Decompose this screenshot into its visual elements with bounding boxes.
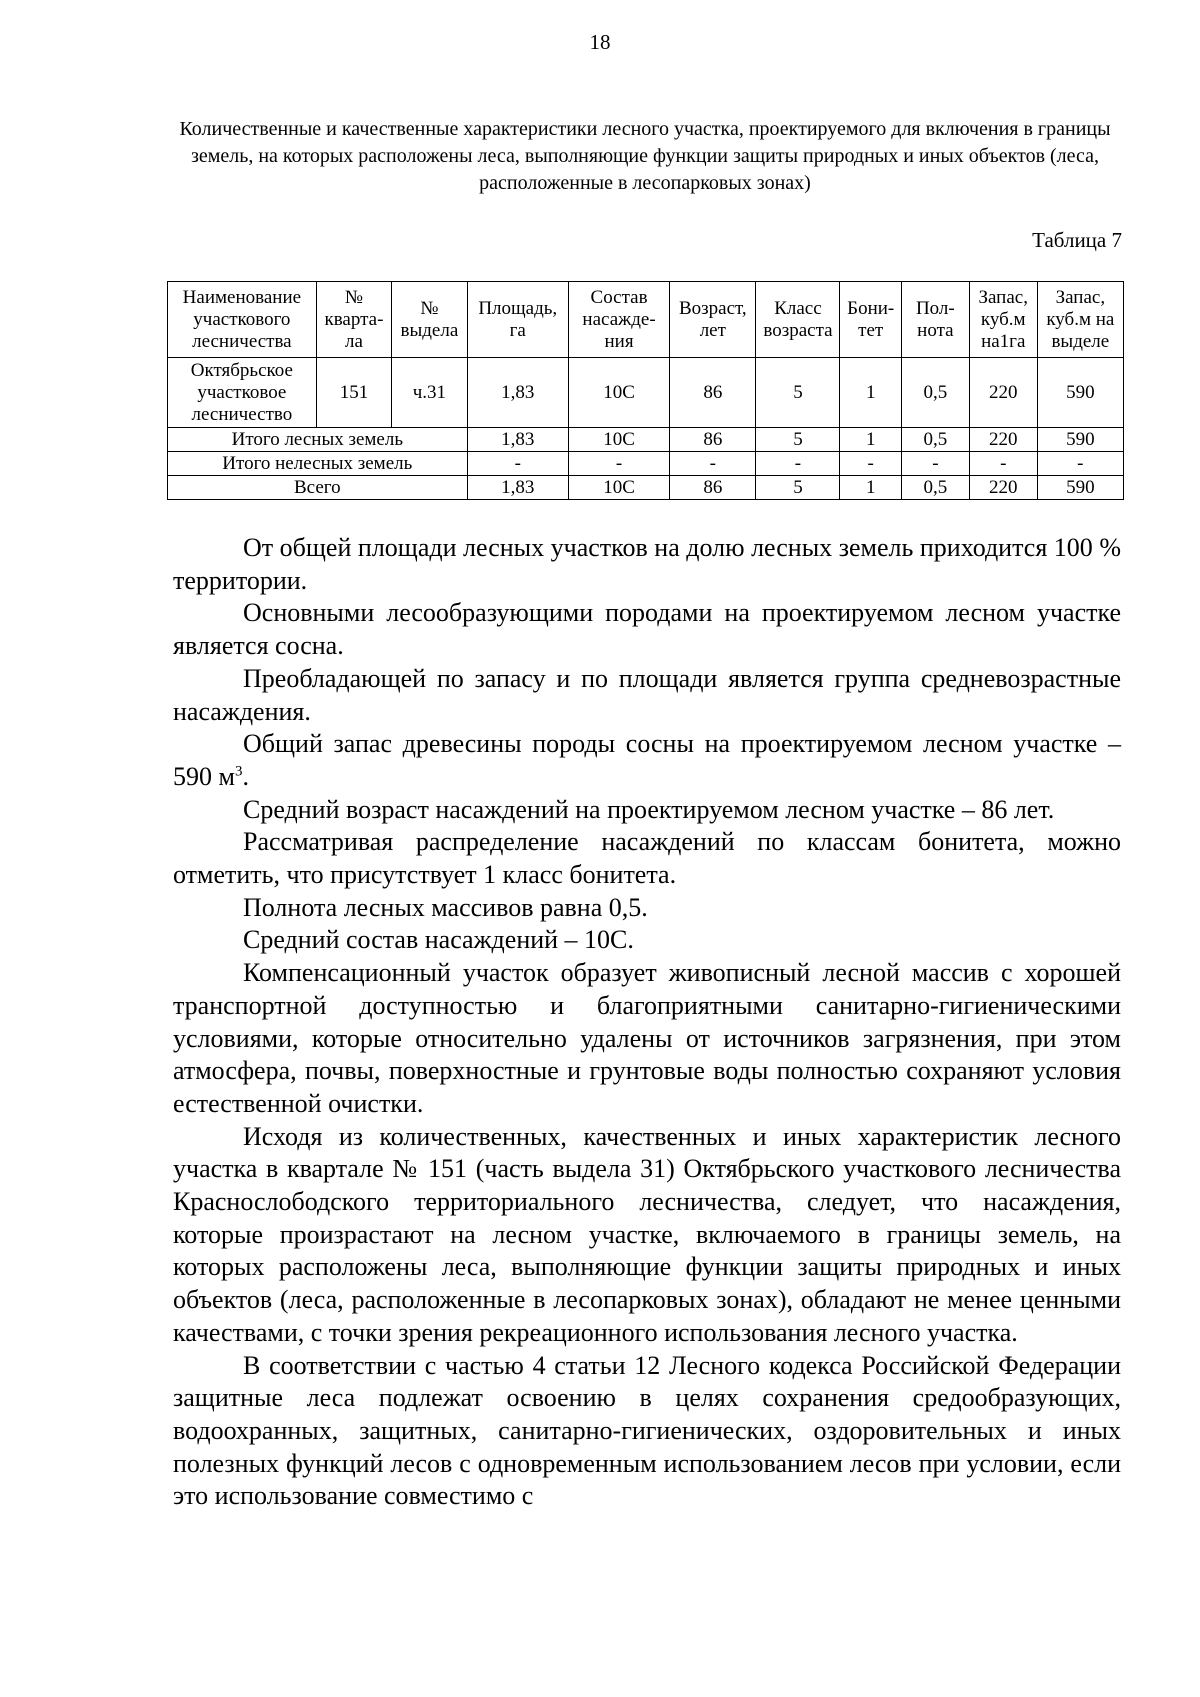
header-plot-number: № выдела bbox=[392, 282, 467, 358]
paragraph: От общей площади лесных участков на долю лесных земель приходится 100 % территории. bbox=[173, 533, 1121, 595]
table-cell: 10С bbox=[568, 358, 669, 428]
paragraph: Исходя из количественных, качественных и иных характеристик лесного участка в квартале № 151 (часть выдела 31) Октябрьского участкового лесничества Краснослободского территориального лесничества, следует, что насаждения, которые произрастают на лесном участке, включаемого в границы земель, на которых расположены леса, выполняющие функции защиты природных и иных объектов (леса, расположенные в лесопарковых зонах), обладают не менее ценными качествами, с точки зрения рекреационного использования лесного участка. bbox=[173, 1121, 1121, 1347]
table-cell: 5 bbox=[756, 428, 840, 452]
table-cell: 5 bbox=[756, 476, 840, 500]
table-cell: - bbox=[1037, 452, 1123, 476]
paragraph: Средний состав насаждений – 10С. bbox=[243, 925, 634, 955]
summary-row-total bbox=[168, 476, 1124, 500]
table-cell: 590 bbox=[1037, 358, 1123, 428]
summary-label: Итого нелесных земель bbox=[168, 452, 468, 476]
paragraph-wood-stock bbox=[173, 728, 1121, 793]
paragraph: В соответствии с частью 4 статьи 12 Лесного кодекса Российской Федерации защитные леса подлежат освоению в целях сохранения средообразующих, водоохранных, защитных, санитарно-гигиенических, оздоровительных и иных полезных функций лесов с одновременным использованием лесов при условии, если это использование совместимо с bbox=[173, 1350, 1121, 1511]
header-quarter-number: № кварта-ла bbox=[316, 282, 391, 358]
table-cell: 0,5 bbox=[901, 428, 969, 452]
table-cell: 5 bbox=[756, 358, 840, 428]
table-cell: 220 bbox=[969, 476, 1037, 500]
paragraph: Преобладающей по запасу и по площади является группа средневозрастные насаждения. bbox=[173, 663, 1121, 726]
header-bonitet: Бони-тет bbox=[840, 282, 901, 358]
table-cell: 151 bbox=[316, 358, 391, 428]
table-cell: 1 bbox=[840, 476, 901, 500]
table-cell: - bbox=[467, 452, 568, 476]
paragraph: Основными лесообразующими породами на проектируемом лесном участке является сосна. bbox=[173, 598, 1121, 661]
paragraph: Средний возраст насаждений на проектируемом лесном участке – 86 лет. bbox=[243, 794, 1055, 824]
summary-row-forest-land bbox=[168, 428, 1124, 452]
characteristics-table bbox=[167, 281, 1124, 500]
table-cell: 10С bbox=[568, 476, 669, 500]
table-cell: Октябрьское участковое лесничество bbox=[168, 358, 317, 428]
summary-row-nonforest-land bbox=[168, 452, 1124, 476]
page-number: 18 bbox=[589, 30, 611, 54]
table-cell: 86 bbox=[670, 358, 756, 428]
table-cell: - bbox=[756, 452, 840, 476]
header-composition: Состав насажде-ния bbox=[568, 282, 669, 358]
header-forestry-name: Наименование участкового лесничества bbox=[168, 282, 317, 358]
table-header-row bbox=[168, 282, 1124, 358]
table-cell: 1,83 bbox=[467, 428, 568, 452]
wood-stock-suffix: . bbox=[242, 761, 249, 791]
table-cell: 220 bbox=[969, 358, 1037, 428]
wood-stock-text: Общий запас древесины породы сосны на проектируемом лесном участке – 590 м bbox=[173, 729, 1121, 791]
header-age-class: Класс возраста bbox=[756, 282, 840, 358]
header-stock-per-plot: Запас, куб.м на выделе bbox=[1037, 282, 1123, 358]
summary-label: Итого лесных земель bbox=[168, 428, 468, 452]
table-cell: 1,83 bbox=[467, 358, 568, 428]
table-cell: 0,5 bbox=[901, 476, 969, 500]
table-cell: - bbox=[840, 452, 901, 476]
table-cell: 1 bbox=[840, 428, 901, 452]
header-density: Пол-нота bbox=[901, 282, 969, 358]
table-cell: 86 bbox=[670, 428, 756, 452]
header-stock-per-ha: Запас, куб.м на1га bbox=[969, 282, 1037, 358]
table-cell: 1 bbox=[840, 358, 901, 428]
table-caption: Таблица 7 bbox=[1032, 228, 1122, 252]
table-cell: 10С bbox=[568, 428, 669, 452]
cubic-superscript: 3 bbox=[234, 763, 243, 780]
table-title: Количественные и качественные характеристики лесного участка, проектируемого для включения в границы земель, на которых расположены леса, выполняющие функции защиты природных и иных объектов (леса, расположенные в лесопарковых зонах) bbox=[179, 118, 1111, 194]
table-cell: 220 bbox=[969, 428, 1037, 452]
table-cell: - bbox=[670, 452, 756, 476]
header-age: Возраст, лет bbox=[670, 282, 756, 358]
paragraph: Рассматривая распределение насаждений по классам бонитета, можно отметить, что присутствует 1 класс бонитета. bbox=[173, 827, 1121, 890]
table-cell: - bbox=[568, 452, 669, 476]
table-cell: 590 bbox=[1037, 476, 1123, 500]
table-cell: 0,5 bbox=[901, 358, 969, 428]
table-cell: 86 bbox=[670, 476, 756, 500]
body-text bbox=[173, 532, 1121, 1513]
table-cell: ч.31 bbox=[392, 358, 467, 428]
table-cell: - bbox=[969, 452, 1037, 476]
header-area: Площадь, га bbox=[467, 282, 568, 358]
table-cell: - bbox=[901, 452, 969, 476]
paragraph: Полнота лесных массивов равна 0,5. bbox=[243, 892, 648, 922]
table-cell: 590 bbox=[1037, 428, 1123, 452]
summary-label: Всего bbox=[168, 476, 468, 500]
table-cell: 1,83 bbox=[467, 476, 568, 500]
paragraph: Компенсационный участок образует живописный лесной массив с хорошей транспортной доступностью и благоприятными санитарно-гигиеническими условиями, которые относительно удалены от источников загрязнения, при этом атмосфера, почвы, поверхностные и грунтовые воды полностью сохраняют условия естественной очистки. bbox=[173, 958, 1121, 1118]
table-row bbox=[168, 358, 1124, 428]
